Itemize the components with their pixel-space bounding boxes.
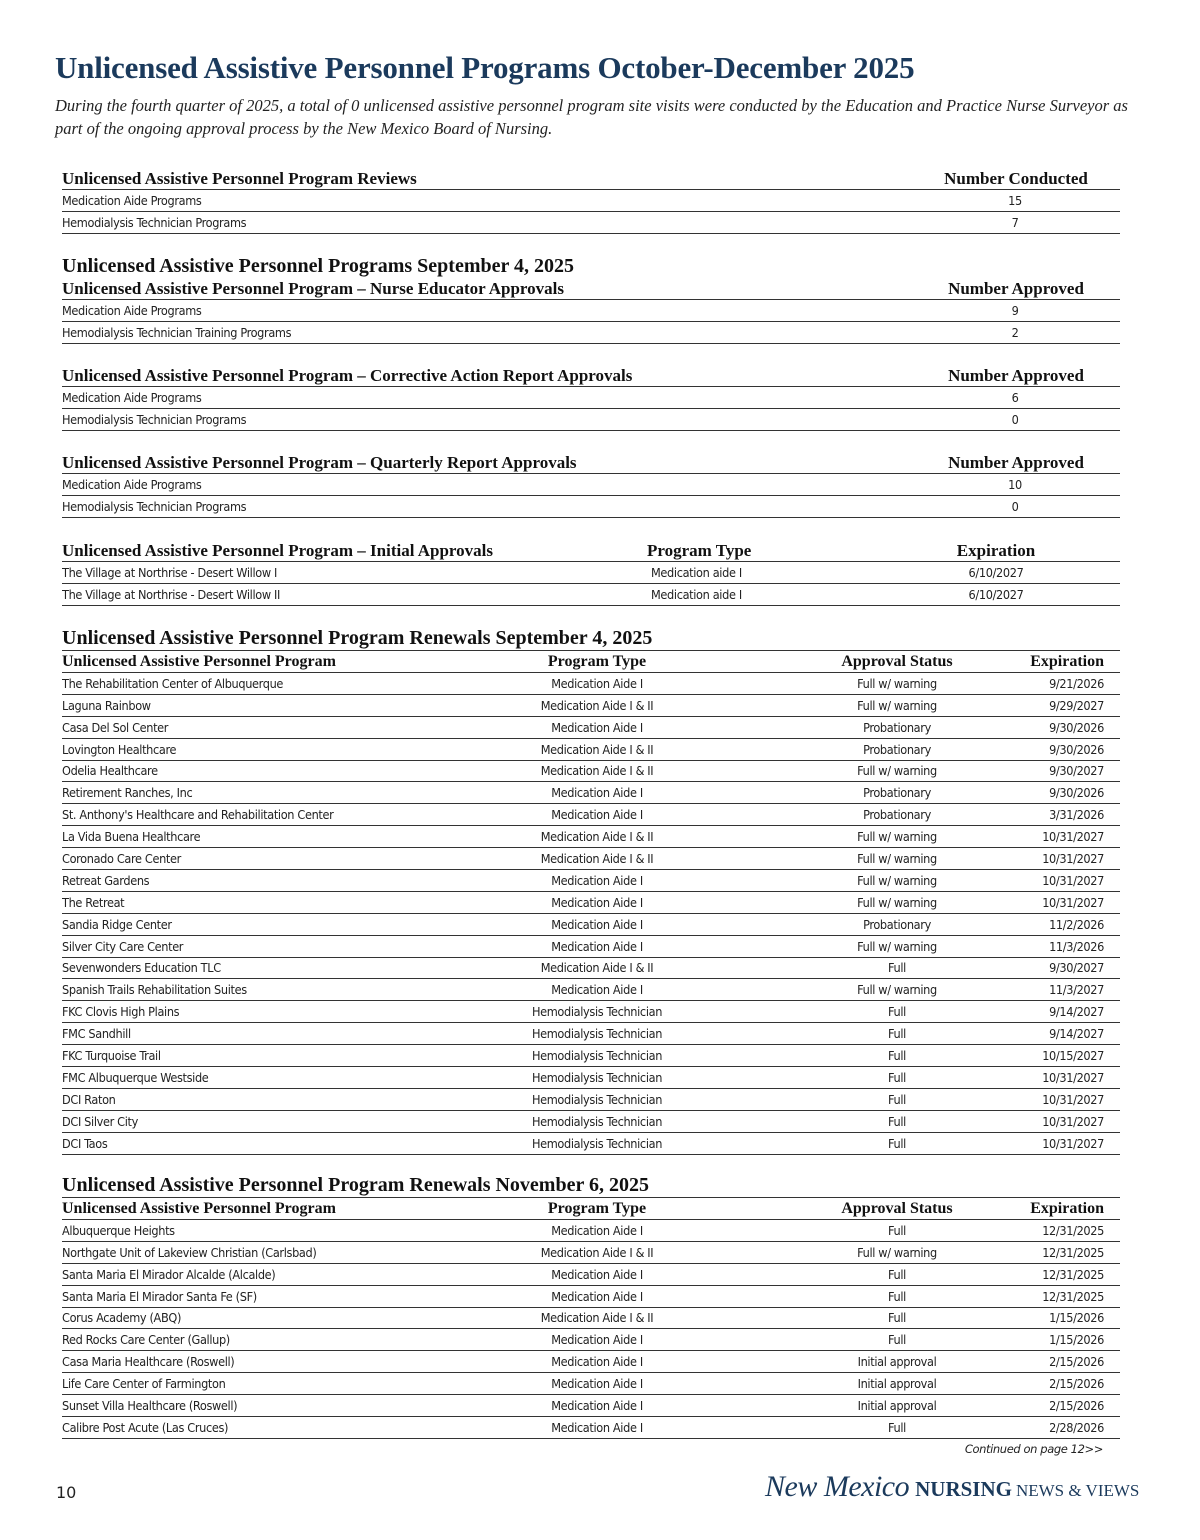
program-type: Medication Aide I <box>551 719 643 735</box>
continued-link[interactable]: Continued on page 12>> <box>964 1442 1103 1456</box>
table-row <box>62 496 1120 518</box>
program-name: Casa Maria Healthcare (Roswell) <box>62 1354 235 1370</box>
program-name: The Village at Northrise - Desert Willow I <box>62 564 277 580</box>
table-row <box>62 1351 1120 1373</box>
expiration-date: 6/10/2027 <box>968 586 1024 602</box>
approval-status: Full w/ warning <box>857 894 937 910</box>
table-row <box>62 474 1120 496</box>
table-body <box>62 1220 1120 1439</box>
expiration-date: 1/15/2026 <box>1049 1332 1104 1348</box>
table-row <box>62 1001 1120 1023</box>
table-header <box>62 651 1120 673</box>
program-type: Medication Aide I <box>551 1266 643 1282</box>
approval-status: Full <box>888 1091 906 1107</box>
program-name: Hemodialysis Technician Programs <box>62 498 247 514</box>
program-type: Medication Aide I <box>551 1288 643 1304</box>
column-header-type: Program Type <box>547 653 647 670</box>
program-name: Hemodialysis Technician Programs <box>62 214 247 230</box>
approval-status: Full w/ warning <box>857 938 937 954</box>
approval-status: Probationary <box>863 719 931 735</box>
program-type: Medication Aide I & II <box>540 741 654 757</box>
section-title: Unlicensed Assistive Personnel Program Renewals September 4, 2025 <box>62 626 1120 651</box>
table-row <box>62 1329 1120 1351</box>
number-value: 0 <box>1011 411 1019 427</box>
approval-status: Full <box>888 1113 906 1129</box>
program-name: Retirement Ranches, Inc <box>62 785 193 801</box>
program-name: Sevenwonders Education TLC <box>62 960 221 976</box>
program-name: Corus Academy (ABQ) <box>62 1310 182 1326</box>
approval-status: Full w/ warning <box>857 982 937 998</box>
table-row <box>62 804 1120 826</box>
program-type: Hemodialysis Technician <box>531 1113 663 1129</box>
approval-status: Full <box>888 1332 906 1348</box>
program-type: Medication Aide I <box>551 916 643 932</box>
section-title: Unlicensed Assistive Personnel Program Renewals November 6, 2025 <box>62 1173 1120 1198</box>
table-row <box>62 1417 1120 1439</box>
corrective-action-table <box>62 365 1120 431</box>
program-type: Medication Aide I <box>551 982 643 998</box>
expiration-date: 9/21/2026 <box>1049 675 1104 691</box>
intro-paragraph: During the fourth quarter of 2025, a total of 0 unlicensed assistive personnel program site visits were conducted by the Education and Practice Nurse Surveyor as part of the ongoing approval process by the New Mexico Board of Nursing. <box>55 96 1128 138</box>
table-row <box>62 1242 1120 1264</box>
table-row <box>62 190 1120 212</box>
renewals-november-table <box>62 1173 1120 1439</box>
table-header <box>62 1198 1120 1220</box>
approval-status: Full w/ warning <box>857 851 937 867</box>
column-header-number: Number Conducted <box>944 169 1088 188</box>
program-name: Casa Del Sol Center <box>62 719 169 735</box>
table-header <box>62 278 1120 300</box>
number-value: 9 <box>1011 302 1019 318</box>
program-name: Spanish Trails Rehabilitation Suites <box>62 982 247 998</box>
table-row <box>62 695 1120 717</box>
column-header-expiration: Expiration <box>1030 653 1104 670</box>
approval-status: Full <box>888 1419 906 1435</box>
table-row <box>62 826 1120 848</box>
number-value: 15 <box>1008 192 1022 208</box>
expiration-date: 6/10/2027 <box>968 564 1024 580</box>
program-name: Calibre Post Acute (Las Cruces) <box>62 1419 229 1435</box>
program-type: Hemodialysis Technician <box>531 1091 663 1107</box>
program-type: Hemodialysis Technician <box>531 1004 663 1020</box>
approval-status: Full w/ warning <box>857 763 937 779</box>
approval-status: Full <box>888 960 906 976</box>
program-name: Life Care Center of Farmington <box>62 1376 226 1392</box>
approval-status: Initial approval <box>857 1376 937 1392</box>
program-name: Sunset Villa Healthcare (Roswell) <box>62 1398 238 1414</box>
table-row <box>62 739 1120 761</box>
table-row <box>62 1395 1120 1417</box>
table-row <box>62 1111 1120 1133</box>
program-name: Northgate Unit of Lakeview Christian (Carlsbad) <box>62 1244 317 1260</box>
program-type: Medication Aide I <box>551 1332 643 1348</box>
program-name: St. Anthony's Healthcare and Rehabilitation Center <box>62 807 334 823</box>
approval-status: Full w/ warning <box>857 675 937 691</box>
number-value: 0 <box>1011 498 1019 514</box>
table-row <box>62 212 1120 234</box>
program-type: Medication Aide I & II <box>540 763 654 779</box>
table-row <box>62 584 1120 606</box>
approval-status: Full w/ warning <box>857 697 937 713</box>
table-row <box>62 782 1120 804</box>
column-header-expiration: Expiration <box>956 541 1036 560</box>
number-value: 10 <box>1008 476 1022 492</box>
table-row <box>62 1264 1120 1286</box>
column-header-program: Unlicensed Assistive Personnel Program – Quarterly Report Approvals <box>62 453 577 472</box>
table-row <box>62 717 1120 739</box>
expiration-date: 10/31/2027 <box>1042 894 1104 910</box>
renewals-september-table <box>62 626 1120 1155</box>
expiration-date: 11/3/2026 <box>1049 938 1104 954</box>
approval-status: Initial approval <box>857 1354 937 1370</box>
program-name: Medication Aide Programs <box>62 192 202 208</box>
table-row <box>62 979 1120 1001</box>
number-value: 7 <box>1011 214 1019 230</box>
expiration-date: 2/15/2026 <box>1049 1354 1104 1370</box>
program-name: Red Rocks Care Center (Gallup) <box>62 1332 230 1348</box>
table-row <box>62 1023 1120 1045</box>
approval-status: Full <box>888 1135 906 1151</box>
expiration-date: 9/30/2027 <box>1049 763 1104 779</box>
program-type: Medication Aide I & II <box>540 1244 654 1260</box>
column-header-program: Unlicensed Assistive Personnel Program – Corrective Action Report Approvals <box>62 366 633 385</box>
page-title: Unlicensed Assistive Personnel Programs October-December 2025 <box>55 50 915 85</box>
program-name: DCI Silver City <box>62 1113 138 1129</box>
program-name: Medication Aide Programs <box>62 389 202 405</box>
program-type: Medication Aide I <box>551 785 643 801</box>
approval-status: Full <box>888 1069 906 1085</box>
table-header <box>62 540 1120 562</box>
expiration-date: 12/31/2025 <box>1042 1266 1104 1282</box>
approval-status: Full w/ warning <box>857 829 937 845</box>
table-row <box>62 870 1120 892</box>
expiration-date: 11/2/2026 <box>1049 916 1104 932</box>
program-name: Coronado Care Center <box>62 851 181 867</box>
table-header <box>62 168 1120 190</box>
table-header <box>62 365 1120 387</box>
table-row <box>62 761 1120 783</box>
program-type: Medication Aide I & II <box>540 851 654 867</box>
table-row <box>62 387 1120 409</box>
column-header-number: Number Approved <box>948 366 1084 385</box>
table-row <box>62 1133 1120 1155</box>
program-name: FMC Albuquerque Westside <box>62 1069 209 1085</box>
approval-status: Initial approval <box>857 1398 937 1414</box>
page-number: 10 <box>56 1483 77 1502</box>
brand-script: New Mexico <box>765 1470 910 1503</box>
program-type: Medication Aide I & II <box>540 1310 654 1326</box>
program-name: Odelia Healthcare <box>62 763 158 779</box>
program-name: Medication Aide Programs <box>62 302 202 318</box>
program-type: Medication Aide I & II <box>540 960 654 976</box>
program-name: The Rehabilitation Center of Albuquerque <box>62 675 284 691</box>
approval-status: Probationary <box>863 916 931 932</box>
program-type: Medication aide I <box>651 586 742 602</box>
approval-status: Full <box>888 1222 906 1238</box>
program-type: Medication Aide I <box>551 675 643 691</box>
approval-status: Full w/ warning <box>857 1244 937 1260</box>
approval-status: Probationary <box>863 807 931 823</box>
table-row <box>62 409 1120 431</box>
program-type: Medication Aide I <box>551 938 643 954</box>
approval-status: Full <box>888 1048 906 1064</box>
expiration-date: 11/3/2027 <box>1049 982 1104 998</box>
expiration-date: 12/31/2025 <box>1042 1288 1104 1304</box>
approval-status: Full <box>888 1004 906 1020</box>
program-name: Retreat Gardens <box>62 872 150 888</box>
column-header-program: Unlicensed Assistive Personnel Program <box>62 1200 336 1217</box>
column-header-status: Approval Status <box>841 653 953 670</box>
column-header-number: Number Approved <box>948 453 1084 472</box>
program-type: Medication Aide I & II <box>540 697 654 713</box>
expiration-date: 10/31/2027 <box>1042 1069 1104 1085</box>
column-header-program: Unlicensed Assistive Personnel Program – Initial Approvals <box>62 541 494 560</box>
program-name: Silver City Care Center <box>62 938 184 954</box>
column-header-expiration: Expiration <box>1030 1200 1104 1217</box>
approval-status: Full w/ warning <box>857 872 937 888</box>
table-row <box>62 892 1120 914</box>
number-value: 6 <box>1011 389 1019 405</box>
program-name: Laguna Rainbow <box>62 697 151 713</box>
program-type: Hemodialysis Technician <box>531 1048 663 1064</box>
expiration-date: 9/30/2026 <box>1049 785 1104 801</box>
brand-rest: NEWS & VIEWS <box>1015 1481 1140 1500</box>
expiration-date: 9/30/2026 <box>1049 719 1104 735</box>
table-body <box>62 673 1120 1155</box>
expiration-date: 9/30/2026 <box>1049 741 1104 757</box>
program-name: La Vida Buena Healthcare <box>62 829 201 845</box>
program-type: Hemodialysis Technician <box>531 1135 663 1151</box>
program-type: Medication Aide I <box>551 1376 643 1392</box>
table-row <box>62 1067 1120 1089</box>
nurse-educator-table <box>62 254 1120 344</box>
program-name: The Retreat <box>62 894 125 910</box>
program-type: Medication Aide I <box>551 1354 643 1370</box>
column-header-type: Program Type <box>647 541 752 560</box>
approval-status: Full <box>888 1310 906 1326</box>
expiration-date: 9/29/2027 <box>1049 697 1104 713</box>
expiration-date: 10/15/2027 <box>1042 1048 1104 1064</box>
table-row <box>62 300 1120 322</box>
approval-status: Probationary <box>863 741 931 757</box>
program-type: Medication Aide I & II <box>540 829 654 845</box>
column-header-status: Approval Status <box>841 1200 953 1217</box>
program-type: Medication Aide I <box>551 872 643 888</box>
program-type: Medication Aide I <box>551 1419 643 1435</box>
table-row <box>62 1089 1120 1111</box>
program-type: Hemodialysis Technician <box>531 1069 663 1085</box>
table-row <box>62 1220 1120 1242</box>
program-name: Sandia Ridge Center <box>62 916 172 932</box>
program-name: FKC Turquoise Trail <box>62 1048 161 1064</box>
program-type: Medication Aide I <box>551 1222 643 1238</box>
table-row <box>62 1373 1120 1395</box>
expiration-date: 10/31/2027 <box>1042 1113 1104 1129</box>
expiration-date: 10/31/2027 <box>1042 1091 1104 1107</box>
column-header-program: Unlicensed Assistive Personnel Program <box>62 653 336 670</box>
program-name: Santa Maria El Mirador Alcalde (Alcalde) <box>62 1266 276 1282</box>
approval-status: Full <box>888 1288 906 1304</box>
expiration-date: 2/15/2026 <box>1049 1376 1104 1392</box>
number-value: 2 <box>1011 324 1019 340</box>
program-name: Hemodialysis Technician Training Programs <box>62 324 292 340</box>
expiration-date: 3/31/2026 <box>1049 807 1104 823</box>
reviews-table <box>62 168 1120 234</box>
brand-bold: NURSING <box>915 1477 1012 1501</box>
program-name: Hemodialysis Technician Programs <box>62 411 247 427</box>
expiration-date: 9/30/2027 <box>1049 960 1104 976</box>
column-header-number: Number Approved <box>948 279 1084 298</box>
table-row <box>62 1045 1120 1067</box>
approval-status: Probationary <box>863 785 931 801</box>
table-row <box>62 936 1120 958</box>
program-name: Albuquerque Heights <box>62 1222 175 1238</box>
expiration-date: 2/28/2026 <box>1049 1419 1104 1435</box>
quarterly-report-table <box>62 452 1120 518</box>
table-header <box>62 452 1120 474</box>
expiration-date: 9/14/2027 <box>1049 1004 1104 1020</box>
expiration-date: 10/31/2027 <box>1042 872 1104 888</box>
program-type: Medication Aide I <box>551 1398 643 1414</box>
program-type: Medication Aide I <box>551 894 643 910</box>
program-name: FMC Sandhill <box>62 1026 131 1042</box>
expiration-date: 10/31/2027 <box>1042 829 1104 845</box>
expiration-date: 10/31/2027 <box>1042 1135 1104 1151</box>
column-header-program: Unlicensed Assistive Personnel Program – Nurse Educator Approvals <box>62 279 564 298</box>
column-header-type: Program Type <box>547 1200 647 1217</box>
approval-status: Full <box>888 1266 906 1282</box>
program-type: Medication aide I <box>651 564 742 580</box>
program-name: Medication Aide Programs <box>62 476 202 492</box>
approval-status: Full <box>888 1026 906 1042</box>
program-name: Lovington Healthcare <box>62 741 177 757</box>
section-title: Unlicensed Assistive Personnel Programs September 4, 2025 <box>62 255 575 277</box>
program-name: Santa Maria El Mirador Santa Fe (SF) <box>62 1288 257 1304</box>
expiration-date: 12/31/2025 <box>1042 1222 1104 1238</box>
table-row <box>62 914 1120 936</box>
table-row <box>62 673 1120 695</box>
program-name: The Village at Northrise - Desert Willow II <box>62 586 280 602</box>
program-name: DCI Raton <box>62 1091 116 1107</box>
table-row <box>62 848 1120 870</box>
expiration-date: 12/31/2025 <box>1042 1244 1104 1260</box>
publication-logo <box>765 1470 1139 1504</box>
program-name: DCI Taos <box>62 1135 108 1151</box>
column-header-program: Unlicensed Assistive Personnel Program Reviews <box>62 169 417 188</box>
program-type: Hemodialysis Technician <box>531 1026 663 1042</box>
expiration-date: 10/31/2027 <box>1042 851 1104 867</box>
table-row <box>62 322 1120 344</box>
program-type: Medication Aide I <box>551 807 643 823</box>
expiration-date: 1/15/2026 <box>1049 1310 1104 1326</box>
program-name: FKC Clovis High Plains <box>62 1004 180 1020</box>
table-row <box>62 1286 1120 1308</box>
expiration-date: 9/14/2027 <box>1049 1026 1104 1042</box>
expiration-date: 2/15/2026 <box>1049 1398 1104 1414</box>
table-row <box>62 562 1120 584</box>
table-row <box>62 1308 1120 1330</box>
table-row <box>62 958 1120 980</box>
initial-approvals-table <box>62 540 1120 606</box>
